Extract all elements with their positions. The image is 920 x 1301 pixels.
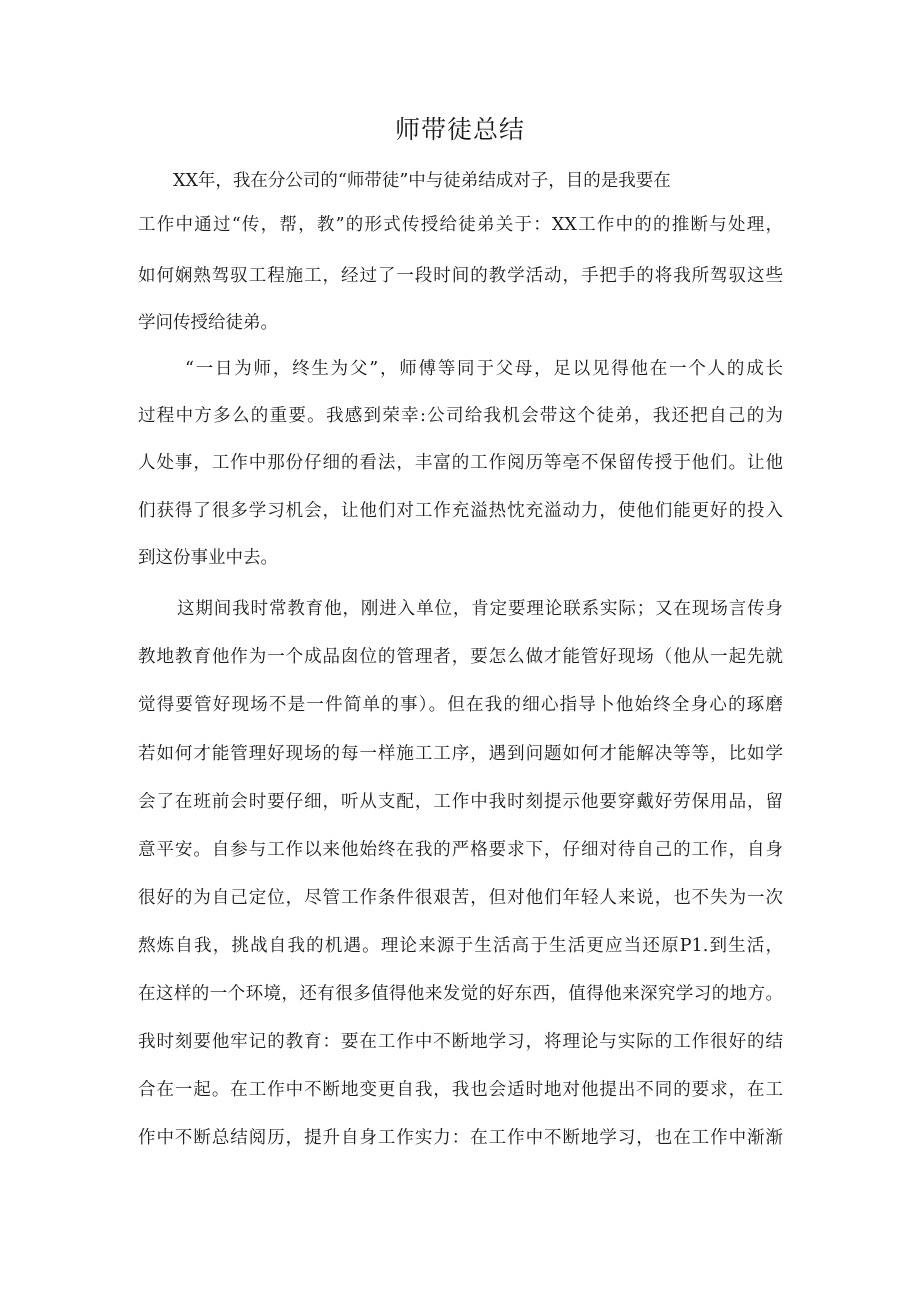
paragraph-1-line-2: 工作中通过“传，帮，教”的形式传授给徒弟关于：XX工作中的的推断与处理， [138, 215, 783, 235]
paragraph-2-line-4: 们获得了很多学习机会，让他们对工作充溢热忱充溢动力，使他们能更好的投入 [138, 501, 783, 521]
paragraph-3-line-3: 觉得要管好现场不是一件简单的事）。但在我的细心指导卜他始终全身心的琢磨 [138, 695, 783, 715]
paragraph-2-line-1: “一日为师，终生为父”，师傅等同于父母，足以见得他在一个人的成长 [185, 359, 783, 379]
paragraph-1-line-4: 学问传授给徒弟。 [138, 313, 278, 333]
paragraph-3-line-5: 会了在班前会时要仔细，听从支配，工作中我时刻提示他要穿戴好劳保用品，留 [138, 792, 783, 812]
paragraph-3-line-10: 我时刻要他牢记的教育：要在工作中不断地学习，将理论与实际的工作很好的结 [138, 1032, 783, 1052]
paragraph-1-line-3: 如何娴熟驾驭工程施工，经过了一段时间的教学活动，手把手的将我所驾驭这些 [138, 266, 783, 286]
paragraph-2-line-5: 到这份事业中去。 [138, 548, 278, 568]
paragraph-3-line-11: 合在一起。在工作中不断地变更自我，我也会适时地对他提出不同的要求，在工 [138, 1080, 783, 1100]
paragraph-3-line-4: 若如何才能管理好现场的每一样施工工序，遇到问题如何才能解决等等，比如学 [138, 744, 783, 764]
paragraph-3-line-8: 熬炼自我，挑战自我的机遇。理论来源于生活高于生活更应当还原P1.到生活， [138, 936, 783, 956]
paragraph-1-line-1: XX年，我在分公司的“师带徒”中与徒弟结成对子，目的是我要在 [173, 171, 671, 191]
paragraph-3-line-6: 意平安。自参与工作以来他始终在我的严格要求下，仔细对待自己的工作，自身 [138, 840, 783, 860]
paragraph-3-line-7: 很好的为自己定位，尽管工作条件很艰苦，但对他们年轻人来说，也不失为一次 [138, 888, 783, 908]
paragraph-3-line-9: 在这样的一个环境，还有很多值得他来发觉的好东西，值得他来深究学习的地方。 [138, 984, 783, 1004]
paragraph-2-line-2: 过程中方多么的重要。我感到荣幸:公司给我机会带这个徒弟，我还把自己的为 [138, 406, 783, 426]
paragraph-2-line-3: 人处事，工作中那份仔细的看法，丰富的工作阅历等亳不保留传授于他们。让他 [138, 453, 783, 473]
document-title: 师带徒总结 [394, 115, 525, 144]
paragraph-3-line-12: 作中不断总结阅历，提升自身工作实力：在工作中不断地学习，也在工作中渐渐 [138, 1128, 783, 1148]
paragraph-3-line-1: 这期间我时常教育他，刚进入单位，肯定要理论联系实际；又在现场言传身 [177, 599, 783, 619]
paragraph-3-line-2: 教地教育他作为一个成品囱位的管理者，要怎么做才能管好现场（他从一起先就 [138, 647, 783, 667]
